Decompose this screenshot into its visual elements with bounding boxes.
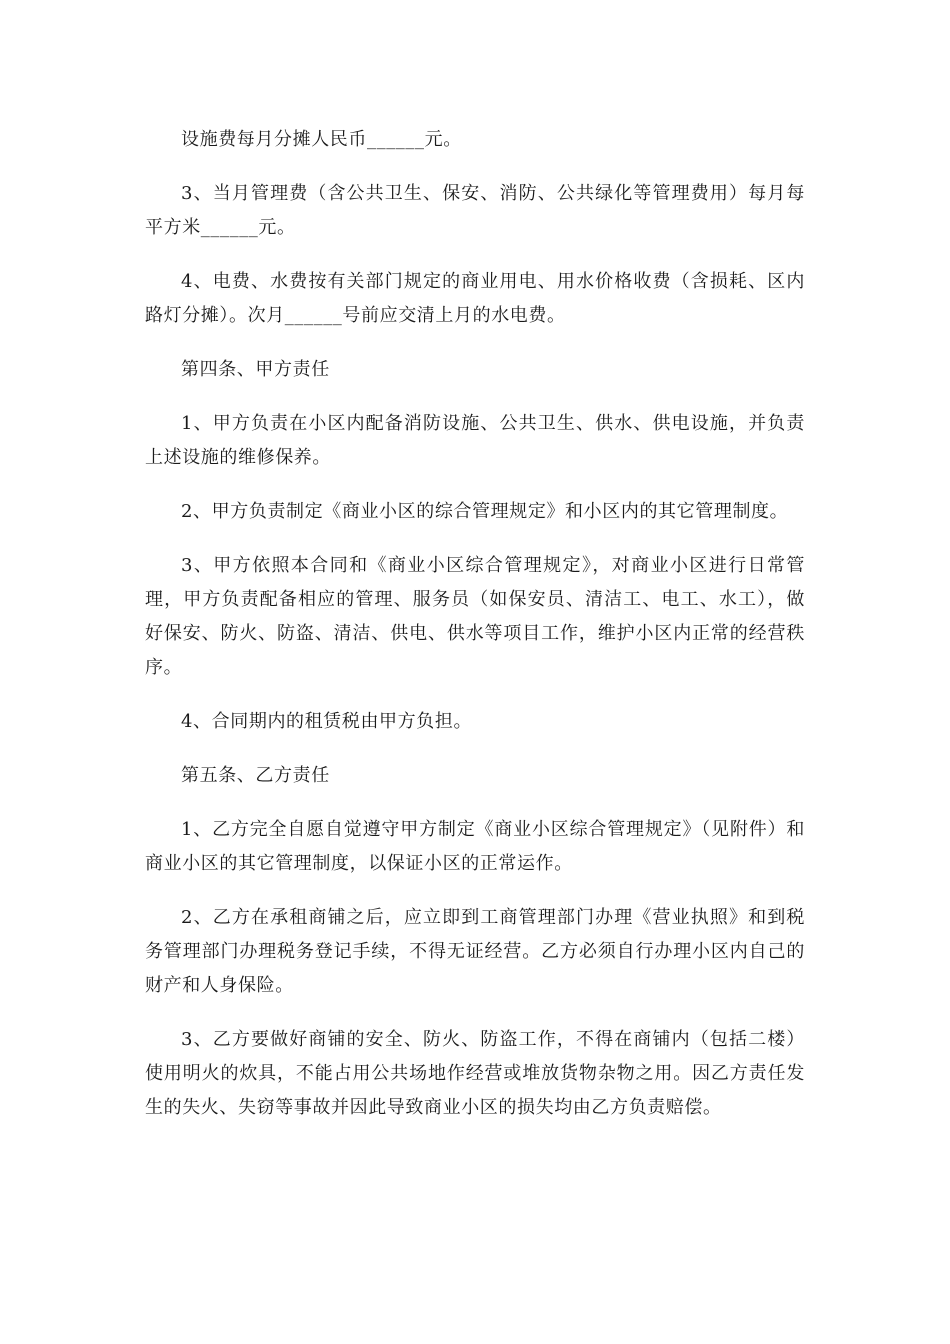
article-five-heading: 第五条、乙方责任: [181, 765, 330, 786]
paragraph-facility-fee: 设施费每月分摊人民币______元。: [181, 129, 462, 150]
paragraph-party-a-2: 2、甲方负责制定《商业小区的综合管理规定》和小区内的其它管理制度。: [181, 501, 789, 522]
paragraph-party-a-1: 1、甲方负责在小区内配备消防设施、公共卫生、供水、供电设施，并负责上述设施的维修保养。: [145, 413, 805, 468]
paragraph-utility-fee: 4、电费、水费按有关部门规定的商业用电、用水价格收费（含损耗、区内路灯分摊）。次月______号前应交清上月的水电费。: [145, 271, 805, 326]
paragraph-party-b-1: 1、乙方完全自愿自觉遵守甲方制定《商业小区综合管理规定》（见附件）和商业小区的其它管理制度，以保证小区的正常运作。: [145, 819, 805, 874]
paragraph-party-a-3: 3、甲方依照本合同和《商业小区综合管理规定》，对商业小区进行日常管理，甲方负责配备相应的管理、服务员（如保安员、清洁工、电工、水工），做好保安、防火、防盗、清洁、供电、供水等项目工作，维护小区内正常的经营秩序。: [145, 555, 805, 678]
paragraph-party-b-2: 2、乙方在承租商铺之后，应立即到工商管理部门办理《营业执照》和到税务管理部门办理税务登记手续，不得无证经营。乙方必须自行办理小区内自己的财产和人身保险。: [145, 907, 805, 996]
paragraph-party-b-3: 3、乙方要做好商铺的安全、防火、防盗工作，不得在商铺内（包括二楼）使用明火的炊具，不能占用公共场地作经营或堆放货物杂物之用。因乙方责任发生的失火、失窃等事故并因此导致商业小区的损失均由乙方负责赔偿。: [145, 1029, 805, 1118]
document-body: [145, 123, 805, 1145]
paragraph-party-a-4: 4、合同期内的租赁税由甲方负担。: [181, 711, 473, 732]
paragraph-management-fee: 3、当月管理费（含公共卫生、保安、消防、公共绿化等管理费用）每月每平方米______元。: [145, 183, 805, 238]
article-four-heading: 第四条、甲方责任: [181, 359, 330, 380]
